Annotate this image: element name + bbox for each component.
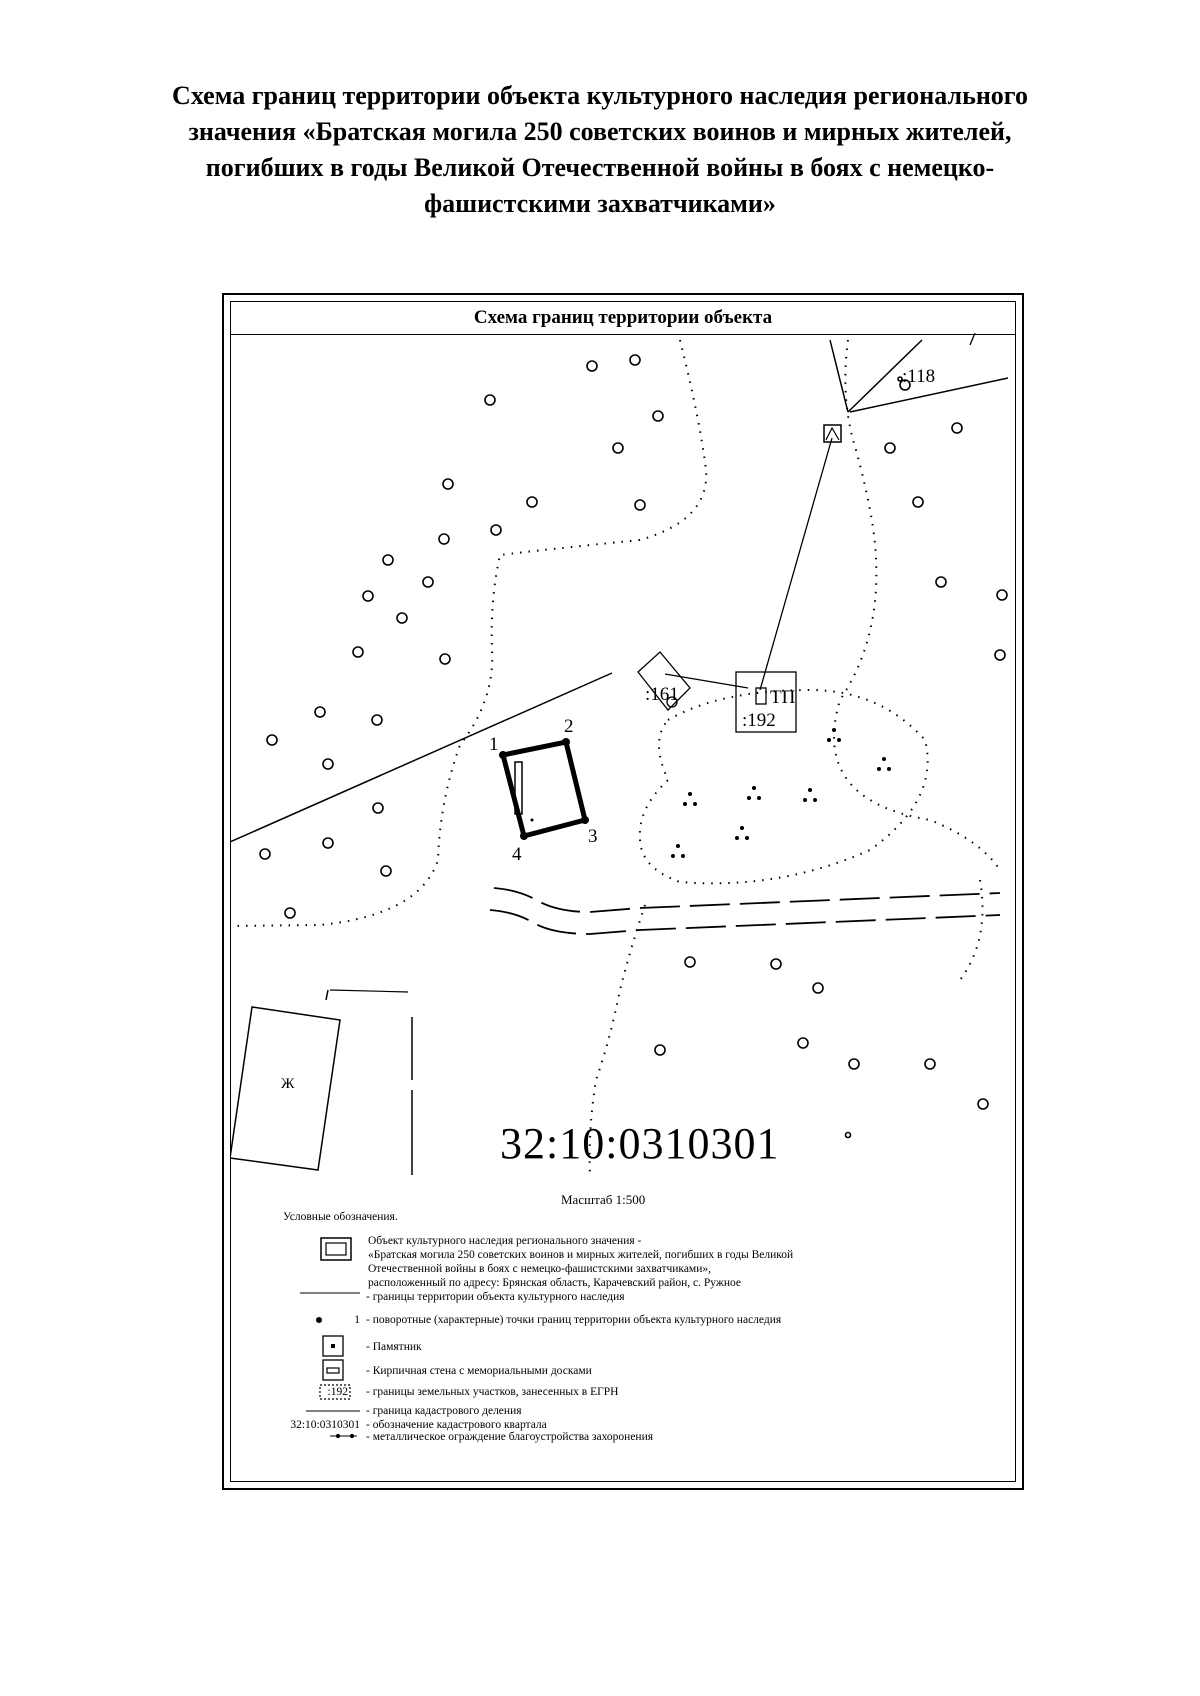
map-header: Схема границ территории объекта xyxy=(231,302,1015,335)
legend-text-cadastral-division: - граница кадастрового деления xyxy=(366,1405,522,1417)
legend-text-fence: - металлическое ограждение благоустройства захоронения xyxy=(366,1431,654,1443)
road-edge-1 xyxy=(494,888,1000,912)
legend-title: Условные обозначения. xyxy=(283,1211,398,1223)
legend-object-line-1: Объект культурного наследия регионального значения - xyxy=(368,1235,642,1247)
legend-symbol-turning-points: 1 xyxy=(354,1314,360,1326)
legend-text-turning-points: - поворотные (характерные) точки границ территории объекта культурного наследия xyxy=(366,1314,782,1326)
parcel-label-118: :118 xyxy=(902,366,936,387)
title-line-2: значения «Братская могила 250 советских воинов и мирных жителей, xyxy=(188,117,1012,146)
dotted-boundary-north xyxy=(230,340,706,926)
tp-symbol xyxy=(756,688,766,704)
dotted-boundary-east xyxy=(834,340,1000,870)
title-line-1: Схема границ территории объекта культурного наследия регионального xyxy=(172,81,1028,110)
legend-object-line-4: расположенный по адресу: Брянская область, Карачевский район, с. Ружное xyxy=(368,1277,741,1289)
legend-symbol-parcels: :192 xyxy=(327,1386,348,1398)
point-label-4: 4 xyxy=(512,844,522,865)
point-label-2: 2 xyxy=(564,716,574,737)
title-line-4: фашистскими захватчиками» xyxy=(424,189,776,218)
cadastral-quarter-label: 32:10:0310301 xyxy=(500,1119,780,1168)
cadastral-line-n1 xyxy=(830,340,848,412)
monument-point xyxy=(531,819,534,822)
legend-text-quarter: - обозначение кадастрового квартала xyxy=(366,1419,547,1431)
shrub-symbols xyxy=(671,728,891,858)
scale-label: Масштаб 1:500 xyxy=(561,1192,646,1207)
legend-text-boundary: - границы территории объекта культурного наследия xyxy=(366,1291,625,1303)
parcel-label-161: :161 xyxy=(645,684,679,705)
title-line-3: погибших в годы Великой Отечественной войны в боях с немецко- xyxy=(205,153,995,182)
point-label-3: 3 xyxy=(588,826,598,847)
building-label: Ж xyxy=(281,1076,295,1092)
legend-object-line-3: Отечественной войны в боях с немецко-фашистскими захватчиками», xyxy=(368,1263,711,1275)
point-label-1: 1 xyxy=(489,734,499,755)
legend-text-wall: - Кирпичная стена с мемориальными досками xyxy=(366,1365,592,1377)
road-edge-2 xyxy=(490,910,1000,934)
parcel-label-192: :192 xyxy=(742,710,776,731)
legend-text-monument: - Памятник xyxy=(366,1341,422,1353)
fence-line-1 xyxy=(760,438,832,690)
legend-text-parcels: - границы земельных участков, занесенных в ЕГРН xyxy=(366,1386,619,1398)
tree-symbols xyxy=(260,355,1007,1138)
legend-symbol-quarter: 32:10:0310301 xyxy=(290,1419,360,1431)
cadastral-line-sw xyxy=(230,673,612,842)
legend-symbols xyxy=(300,1238,360,1438)
legend-object-line-2: «Братская могила 250 советских воинов и мирных жителей, погибших в годы Великой xyxy=(368,1249,794,1261)
tp-label: ТП xyxy=(770,687,796,708)
